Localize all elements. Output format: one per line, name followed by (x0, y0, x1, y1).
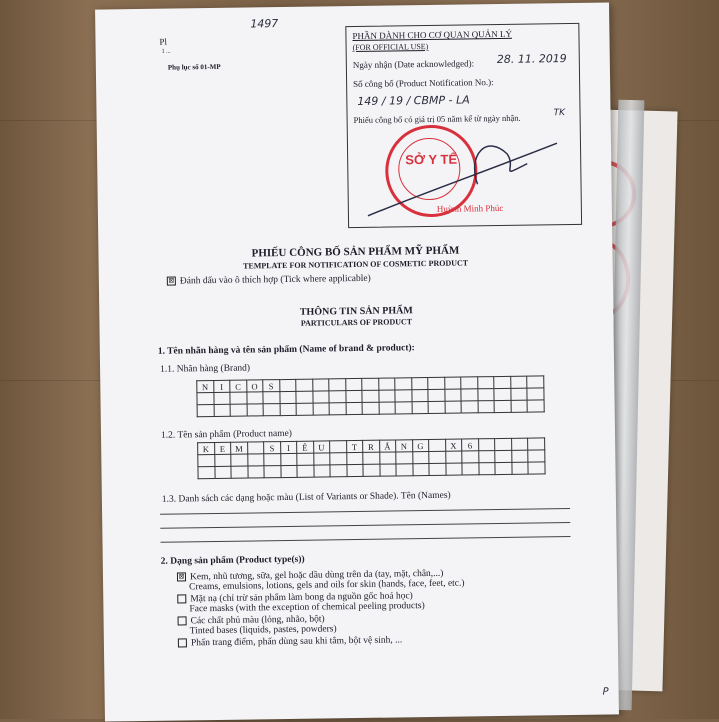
grid-empty-cell (297, 465, 314, 477)
section-2: 2. Dạng sản phẩm (Product type(s)) (160, 554, 305, 567)
checkbox-icon (178, 639, 187, 648)
grid-empty-cell (396, 464, 413, 476)
grid-char-cell: G (412, 440, 429, 452)
grid-empty-cell (346, 402, 363, 414)
section-1-2: 1.2. Tên sản phẩm (Product name) (160, 428, 293, 441)
signature-icon (357, 123, 578, 226)
grid-char-cell (478, 439, 495, 451)
validity-note: Phiếu công bố có giá trị 05 năm kể từ ngày nhận. (353, 112, 521, 126)
grid-empty-cell (363, 464, 380, 476)
grid-empty-cell (527, 388, 544, 400)
grid-empty-cell (198, 467, 215, 479)
grid-char-cell: T (346, 440, 363, 452)
grid-char-cell (362, 378, 379, 390)
grid-char-cell: O (246, 380, 263, 392)
corner-mark: P (602, 686, 609, 698)
grid-char-cell: 6 (462, 439, 479, 451)
validity-mark: TK (553, 108, 566, 119)
particulars-title-en: PARTICULARS OF PRODUCT (300, 317, 413, 328)
grid-char-cell (279, 379, 296, 391)
grid-empty-cell (230, 392, 247, 404)
grid-char-cell (444, 377, 461, 389)
grid-char-cell: S (263, 380, 280, 392)
grid-char-cell: S (264, 442, 281, 454)
grid-empty-cell (478, 451, 495, 463)
grid-empty-cell (378, 390, 395, 402)
product-type-en: Creams, emulsions, lotions, gels and oils for skin (hands, face, feet, etc.) (189, 578, 465, 593)
variants-line (160, 536, 570, 543)
notification-value: 149 / 19 / CBMP - LA (357, 93, 470, 108)
checkbox-icon (177, 595, 186, 604)
grid-empty-cell (346, 452, 363, 464)
grid-empty-cell (379, 464, 396, 476)
notification-label: Số công bố (Product Notification No.): (353, 77, 494, 90)
grid-empty-cell (445, 451, 462, 463)
brand-grid (196, 375, 544, 417)
grid-empty-cell (510, 388, 527, 400)
section-1: 1. Tên nhãn hàng và tên sản phẩm (Name of brand & product): (157, 343, 415, 357)
product-type-vi: Phấn trang điểm, phấn dùng sau khi tắm, bột vệ sinh, ... (190, 635, 403, 649)
product-types-list (178, 567, 610, 651)
grid-char-cell (429, 439, 446, 451)
grid-empty-cell (428, 389, 445, 401)
grid-empty-cell (231, 466, 248, 478)
grid-char-cell: N (197, 381, 214, 393)
grid-empty-cell (477, 389, 494, 401)
checkbox-icon: ⊠ (168, 276, 175, 285)
grid-empty-cell (247, 404, 264, 416)
grid-empty-cell (197, 393, 214, 405)
grid-empty-cell (263, 392, 280, 404)
grid-char-cell: M (231, 442, 248, 454)
grid-char-cell (528, 438, 545, 450)
grid-empty-cell (313, 403, 330, 415)
grid-empty-cell (478, 401, 495, 413)
grid-empty-cell (198, 455, 215, 467)
grid-char-cell (247, 442, 264, 454)
grid-empty-cell (412, 402, 429, 414)
grid-empty-cell (527, 400, 544, 412)
grid-empty-cell (296, 403, 313, 415)
grid-empty-cell (264, 454, 281, 466)
grid-empty-cell (461, 389, 478, 401)
grid-empty-cell (412, 464, 429, 476)
grid-char-cell: Ê (297, 441, 314, 453)
appendix-partial: Pl (159, 36, 168, 47)
tick-note (167, 274, 371, 287)
grid-empty-cell (329, 403, 346, 415)
grid-empty-cell (494, 388, 511, 400)
grid-char-cell (511, 438, 528, 450)
grid-empty-cell (511, 462, 528, 474)
product-type-vi: Các chất phủ màu (lỏng, nhão, bột) (190, 614, 325, 627)
grid-empty-cell (362, 390, 379, 402)
grid-char-cell (477, 377, 494, 389)
grid-empty-cell (280, 453, 297, 465)
grid-empty-cell (346, 464, 363, 476)
grid-empty-cell (330, 465, 347, 477)
grid-empty-cell (197, 405, 214, 417)
grid-char-cell (494, 376, 511, 388)
grid-char-cell (312, 379, 329, 391)
grid-empty-cell (478, 463, 495, 475)
grid-empty-cell (395, 402, 412, 414)
grid-char-cell: K (198, 443, 215, 455)
grid-char-cell (461, 377, 478, 389)
grid-empty-cell (263, 404, 280, 416)
grid-empty-cell (511, 450, 528, 462)
grid-char-cell: I (213, 380, 230, 392)
grid-empty-cell (494, 400, 511, 412)
tick-note-text: Đánh dấu vào ô thích hợp (Tick where applicable) (179, 273, 371, 287)
grid-empty-cell (329, 391, 346, 403)
grid-char-cell (510, 376, 527, 388)
grid-char-cell: N (396, 440, 413, 452)
grid-empty-cell (445, 401, 462, 413)
signer-name: Huỳnh Minh Phúc (436, 202, 504, 214)
grid-char-cell (345, 378, 362, 390)
grid-empty-cell (395, 390, 412, 402)
grid-empty-cell (412, 452, 429, 464)
grid-empty-cell (279, 391, 296, 403)
grid-empty-cell (462, 451, 479, 463)
grid-char-cell: C (230, 380, 247, 392)
section-1-3: 1.3. Danh sách các dạng hoặc màu (List of Variants or Shade). Tên (Names) (161, 490, 451, 505)
grid-char-cell: R (363, 440, 380, 452)
grid-empty-cell (396, 452, 413, 464)
product-name-grid (197, 437, 545, 479)
grid-char-cell (495, 438, 512, 450)
template-title-vi: PHIẾU CÔNG BỐ SẢN PHẨM MỸ PHẨM (251, 244, 460, 260)
appendix-label: Phụ lục số 01-MP (167, 62, 221, 72)
grid-empty-cell (213, 392, 230, 404)
product-type-vi: Mặt nạ (chỉ trừ sản phẩm làm bong da nguồn gốc hoá học) (190, 591, 413, 605)
grid-empty-cell (528, 450, 545, 462)
grid-char-cell (527, 376, 544, 388)
grid-empty-cell (280, 465, 297, 477)
grid-empty-cell (411, 390, 428, 402)
grid-empty-cell (345, 390, 362, 402)
product-type-en: Face masks (with the exception of chemical peeling products) (189, 601, 425, 615)
grid-empty-cell (528, 462, 545, 474)
section-1-1: 1.1. Nhãn hàng (Brand) (160, 363, 251, 375)
grid-empty-cell (363, 452, 380, 464)
grid-empty-cell (230, 404, 247, 416)
grid-empty-cell (429, 451, 446, 463)
grid-char-cell (330, 441, 347, 453)
product-type-vi: Kem, nhũ tương, sữa, gel hoặc dầu dùng trên da (tay, mặt, chân,...) (189, 568, 444, 583)
grid-empty-cell (247, 466, 264, 478)
grid-empty-cell (231, 454, 248, 466)
grid-empty-cell (313, 453, 330, 465)
grid-empty-cell (362, 402, 379, 414)
grid-char-cell (395, 378, 412, 390)
stamp-text: SỞ Y TẾ (405, 151, 458, 168)
grid-empty-cell (313, 465, 330, 477)
grid-empty-cell (429, 463, 446, 475)
grid-empty-cell (428, 401, 445, 413)
grid-char-cell: I (280, 441, 297, 453)
variants-line (160, 508, 570, 515)
grid-empty-cell (462, 463, 479, 475)
grid-empty-cell (495, 462, 512, 474)
grid-empty-cell (379, 402, 396, 414)
grid-char-cell (296, 379, 313, 391)
product-type-en: Tinted bases (liquids, pastes, powders) (189, 624, 337, 637)
grid-empty-cell (214, 454, 231, 466)
grid-empty-cell (296, 391, 313, 403)
grid-empty-cell (214, 466, 231, 478)
handwritten-number: 1497 (250, 17, 279, 31)
grid-char-cell: X (445, 439, 462, 451)
grid-empty-cell (214, 404, 231, 416)
grid-empty-cell (330, 453, 347, 465)
grid-empty-cell (264, 466, 281, 478)
grid-char-cell (411, 378, 428, 390)
particulars-title-vi: THÔNG TIN SẢN PHẨM (299, 305, 413, 318)
grid-empty-cell (280, 403, 297, 415)
grid-char-cell (329, 379, 346, 391)
grid-empty-cell (246, 392, 263, 404)
grid-empty-cell (312, 391, 329, 403)
grid-empty-cell (495, 450, 512, 462)
grid-char-cell (428, 377, 445, 389)
date-value: 28. 11. 2019 (496, 52, 567, 67)
checkbox-icon (178, 617, 187, 626)
grid-empty-cell (511, 400, 528, 412)
grid-empty-cell (461, 401, 478, 413)
grid-empty-cell (445, 463, 462, 475)
template-title-en: TEMPLATE FOR NOTIFICATION OF COSMETIC PRODUCT (243, 258, 469, 271)
grid-char-cell: U (313, 441, 330, 453)
date-label: Ngày nhận (Date acknowledged): (352, 58, 475, 71)
grid-char-cell: E (214, 442, 231, 454)
official-title: PHẦN DÀNH CHO CƠ QUAN QUẢN LÝ (352, 28, 513, 42)
grid-char-cell (378, 378, 395, 390)
checkbox-icon: ⊠ (178, 572, 185, 581)
variants-line (160, 522, 570, 529)
document-page (95, 2, 619, 721)
grid-empty-cell (379, 452, 396, 464)
grid-char-cell: Ắ (379, 440, 396, 452)
grid-empty-cell (247, 454, 264, 466)
grid-empty-cell (297, 453, 314, 465)
official-subtitle: (FOR OFFICIAL USE) (352, 41, 429, 53)
grid-empty-cell (444, 389, 461, 401)
appendix-sub: 1 ... (161, 48, 171, 55)
